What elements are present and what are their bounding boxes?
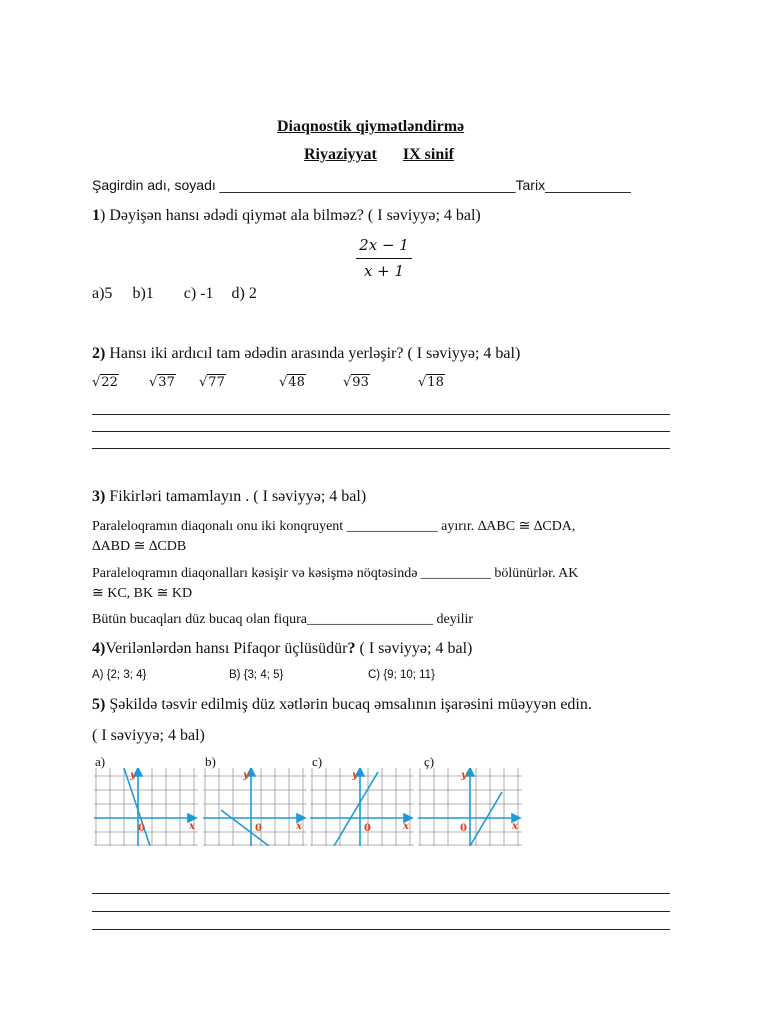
origin-label: 0 [460,823,467,834]
question-4 [92,640,472,658]
radical-sign: √ [92,375,101,390]
question-2 [92,345,520,363]
question-1-text: ) Dəyişən hansı ədədi qiymət ala bilməz? ( I səviyyə; 4 bal) [100,207,481,224]
graph-a [94,768,198,846]
radical-value: 22 [101,375,118,390]
question-1-options [92,285,257,303]
radical-value: 48 [288,375,305,390]
subject-name: Riyaziyyat [304,146,377,163]
question-4-text: Verilənlərdən hansı Pifaqor üçlüsüdür [105,640,348,657]
axis-x-label: x [403,821,409,832]
radical-value: 77 [208,375,225,390]
radical-22 [92,375,119,390]
question-4-qmark: ? [347,640,356,657]
question-5 [92,696,592,714]
answer-line[interactable] [92,448,670,449]
fraction-numerator: 2x − 1 [359,236,409,254]
radical-37 [149,375,176,390]
question-2-text: Hansı iki ardıcıl tam ədədin arasında yerləşir? ( I səviyyə; 4 bal) [105,345,521,362]
radical-93 [343,375,370,390]
pythagorean-option-c[interactable]: C) {9; 10; 11} [368,669,435,681]
question-4-level: ( I səviyyə; 4 bal) [355,640,473,657]
fraction-bar [356,258,412,259]
question-5-level: ( I səviyyə; 4 bal) [92,727,205,744]
page-title: Diaqnostik qiymətləndirmə [277,118,465,135]
question-3-number: 3) [92,488,106,505]
radical-sign: √ [343,375,352,390]
date-label: Tarix [515,177,546,193]
origin-label: 0 [138,823,145,834]
graph-label-c-cedilla: ç) [424,754,435,769]
graph-c-cedilla [418,768,522,846]
option-c[interactable]: c) -1 [183,285,214,302]
question-3 [92,488,366,506]
graph-label-b: b) [205,754,216,769]
axis-y-label: y [352,770,358,781]
question-5-text: Şəkildə təsvir edilmiş düz xətlərin bucaq əmsalının işarəsini müəyyən edin. [105,696,592,713]
student-name-label: Şagirdin adı, soyadı [92,177,216,193]
radical-value: 37 [158,375,175,390]
radical-sign: √ [199,375,208,390]
axis-x-label: x [189,821,195,832]
axis-y-label: y [130,770,136,781]
statement-2-line-2: ≅ KC, BK ≅ KD [92,586,193,601]
student-line [92,177,631,193]
answer-line[interactable] [92,911,670,912]
student-name-blank[interactable]: ______________________________________ [219,177,516,193]
radical-sign: √ [279,375,288,390]
option-d[interactable]: d) 2 [231,285,257,302]
graph-label-c: c) [312,754,323,769]
statement-1-line-1: Paraleloqramın diaqonalı onu iki konqruyent _____________ ayırır. ∆ABC ≅ ∆CDA, [92,519,576,534]
question-1-fraction [356,236,412,280]
statement-2-line-1: Paraleloqramın diaqonalları kəsişir və kəsişmə nöqtəsində __________ bölünürlər. AK [92,566,579,581]
question-4-number: 4) [92,640,106,657]
radical-value: 18 [427,375,444,390]
radical-sign: √ [418,375,427,390]
subject-title [304,146,454,164]
graph-c [310,768,414,846]
date-blank[interactable]: ___________ [545,177,631,193]
radical-value: 93 [352,375,369,390]
axis-y-label: y [461,770,467,781]
answer-line[interactable] [92,893,670,894]
radical-sign: √ [149,375,158,390]
axis-x-label: x [296,821,302,832]
graph-label-a: a) [95,754,106,769]
option-b[interactable]: b)1 [132,285,154,302]
answer-line[interactable] [92,431,670,432]
question-5-number: 5) [92,696,106,713]
origin-label: 0 [364,823,371,834]
axis-y-label: y [243,770,249,781]
origin-label: 0 [255,823,262,834]
radical-18 [418,375,445,390]
option-a[interactable]: a)5 [92,285,113,302]
question-1-number: 1 [92,207,100,224]
pythagorean-option-b[interactable]: B) {3; 4; 5} [229,669,284,681]
statement-3: Bütün bucaqları düz bucaq olan fiqura__________________ deyilir [92,612,474,627]
pythagorean-option-a[interactable]: A) {2; 3; 4} [92,669,147,681]
grade-name: IX sinif [402,146,454,163]
question-3-text: Fikirləri tamamlayın . ( I səviyyə; 4 bal) [105,488,367,505]
graph-b [203,768,307,846]
radical-77 [199,375,226,390]
question-1 [92,207,481,225]
fraction-denominator: x + 1 [363,262,405,280]
answer-line[interactable] [92,414,670,415]
axis-x-label: x [512,821,518,832]
question-2-number: 2) [92,345,106,362]
statement-1-line-2: ∆ABD ≅ ∆CDB [92,539,187,554]
radical-48 [279,375,306,390]
answer-line[interactable] [92,929,670,930]
